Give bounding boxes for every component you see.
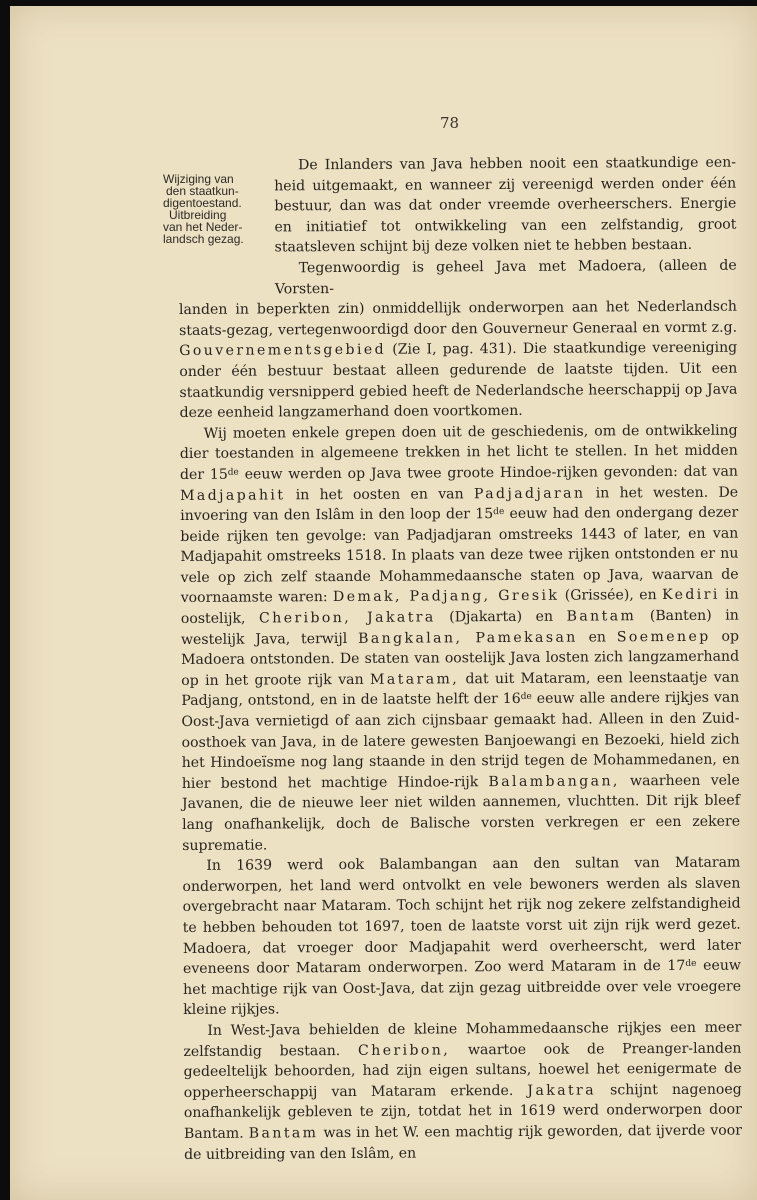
page-number: 78: [440, 114, 460, 132]
paragraph-2-start: Tegenwoordig is geheel Java met Madoera, (alleen de Vorsten-: [274, 257, 737, 297]
margin-note-1: Wijziging van den staatkun- digentoestand.: [163, 172, 242, 210]
book-page: [10, 6, 757, 1200]
body-text: [178, 153, 742, 1165]
paragraph-2: landen in beperkten zin) onmiddellijk onderworpen aan het Nederlandsch staats-gezag, vertegenwoordigd door den Gouverneur Generaal en vormt z.g. Gouvernementsgebied (Zie I, pag. 431). Die staatkundige vereeniging onder één bestuur bestaat alleen gedurende de laatste tijden. Uit een staatkundig versnipperd gebied heeft de Nederlandsche heerschappij op Java deze eenheid langzamerhand doen voortkomen.: [178, 298, 738, 422]
margin-note-2: Uitbreiding van het Neder- landsch gezag.: [163, 208, 244, 246]
paragraph-3: Wij moeten enkele grepen doen uit de geschiedenis, om de ontwikkeling dier toestanden in algemeene trekken in het licht te stellen. In het midden der 15de eeuw werden op Java twee groote Hindoe-rijken gevonden: dat van Madjapahit in het oosten en van Padjadjaran in het westen. De invoering van den Islâm in den loop der 15de eeuw had den ondergang dezer beide rijken ten gevolge: van Padjadjaran omstreeks 1443 of later, en van Madjapahit omstreeks 1518. In plaats van deze twee rijken ontstonden er nu vele op zich zelf staande Mohammedaansche staten op Java, waarvan de voornaamste waren: Demak, Padjang, Gresik (Grissée), en Kediri in oostelijk, Cheribon, Jakatra (Djakarta) en Bantam (Banten) in westelijk Java, terwijl Bangkalan, Pamekasan en Soemenep op Madoera ontstonden. De staten van oostelijk Java losten zich langzamerhand op in het groote rijk van Mataram, dat uit Mataram, een leenstaatje van Padjang, ontstond, en in de laatste helft der 16de eeuw alle andere rijkjes van Oost-Java vernietigd of aan zich cijnsbaar gemaakt had. Alleen in den Zuid-oosthoek van Java, in de latere gewesten Banjoewangi en Bezoeki, hield zich het Hindoeïsme nog lang staande in den strijd tegen de Mohammedanen, en hier bestond het machtige Hindoe-rijk Balambangan, waarheen vele Javanen, die de nieuwe leer niet wilden aannemen, vluchtten. Dit rijk bleef lang onafhankelijk, doch de Balische vorsten verkregen er een zekere suprematie.: [179, 422, 741, 854]
paragraph-5: In West-Java behielden de kleine Mohammedaansche rijkjes een meer zelfstandig bestaan. Cheribon, waartoe ook de Preanger-landen gedeeltelijk behoorden, had zijn eigen sultans, hoewel het eenigermate de opperheerschappij van Mataram erkende. Jakatra schijnt nagenoeg onafhankelijk gebleven te zijn, totdat het in 1619 werd onderworpen door Bantam. Bantam was in het W. een machtig rijk geworden, dat ijverde voor de uitbreiding van den Islâm, en: [183, 1019, 743, 1163]
term-gouvernementsgebied: Gouvernementsgebied: [179, 342, 387, 360]
paragraph-1: De Inlanders van Java hebben nooit een staatkundige een- heid uitgemaakt, en wanneer zij vereenigd werden onder één bestuur, dan was dat onder vreemde overheerschers. Energie en initiatief tot ontwikkeling van een zelfstandig, groot staatsleven schijnt bij deze volken niet te hebben bestaan.: [274, 154, 737, 256]
paragraph-4: In 1639 werd ook Balambangan aan den sultan van Mataram onderworpen, het land werd ontvolkt en vele bewoners werden als slaven overgebracht naar Mataram. Toch schijnt het rijk nog zekere zelfstandigheid te hebben behouden tot 1697, toen de laatste vorst uit zijn rijk werd gezet. Madoera, dat vroeger door Madjapahit werd overheerscht, werd later eveneens door Mataram onderworpen. Zoo werd Mataram in de 17de eeuw het machtige rijk van Oost-Java, dat zijn gezag uitbreidde over vele vroegere kleine rijkjes.: [182, 854, 742, 1019]
